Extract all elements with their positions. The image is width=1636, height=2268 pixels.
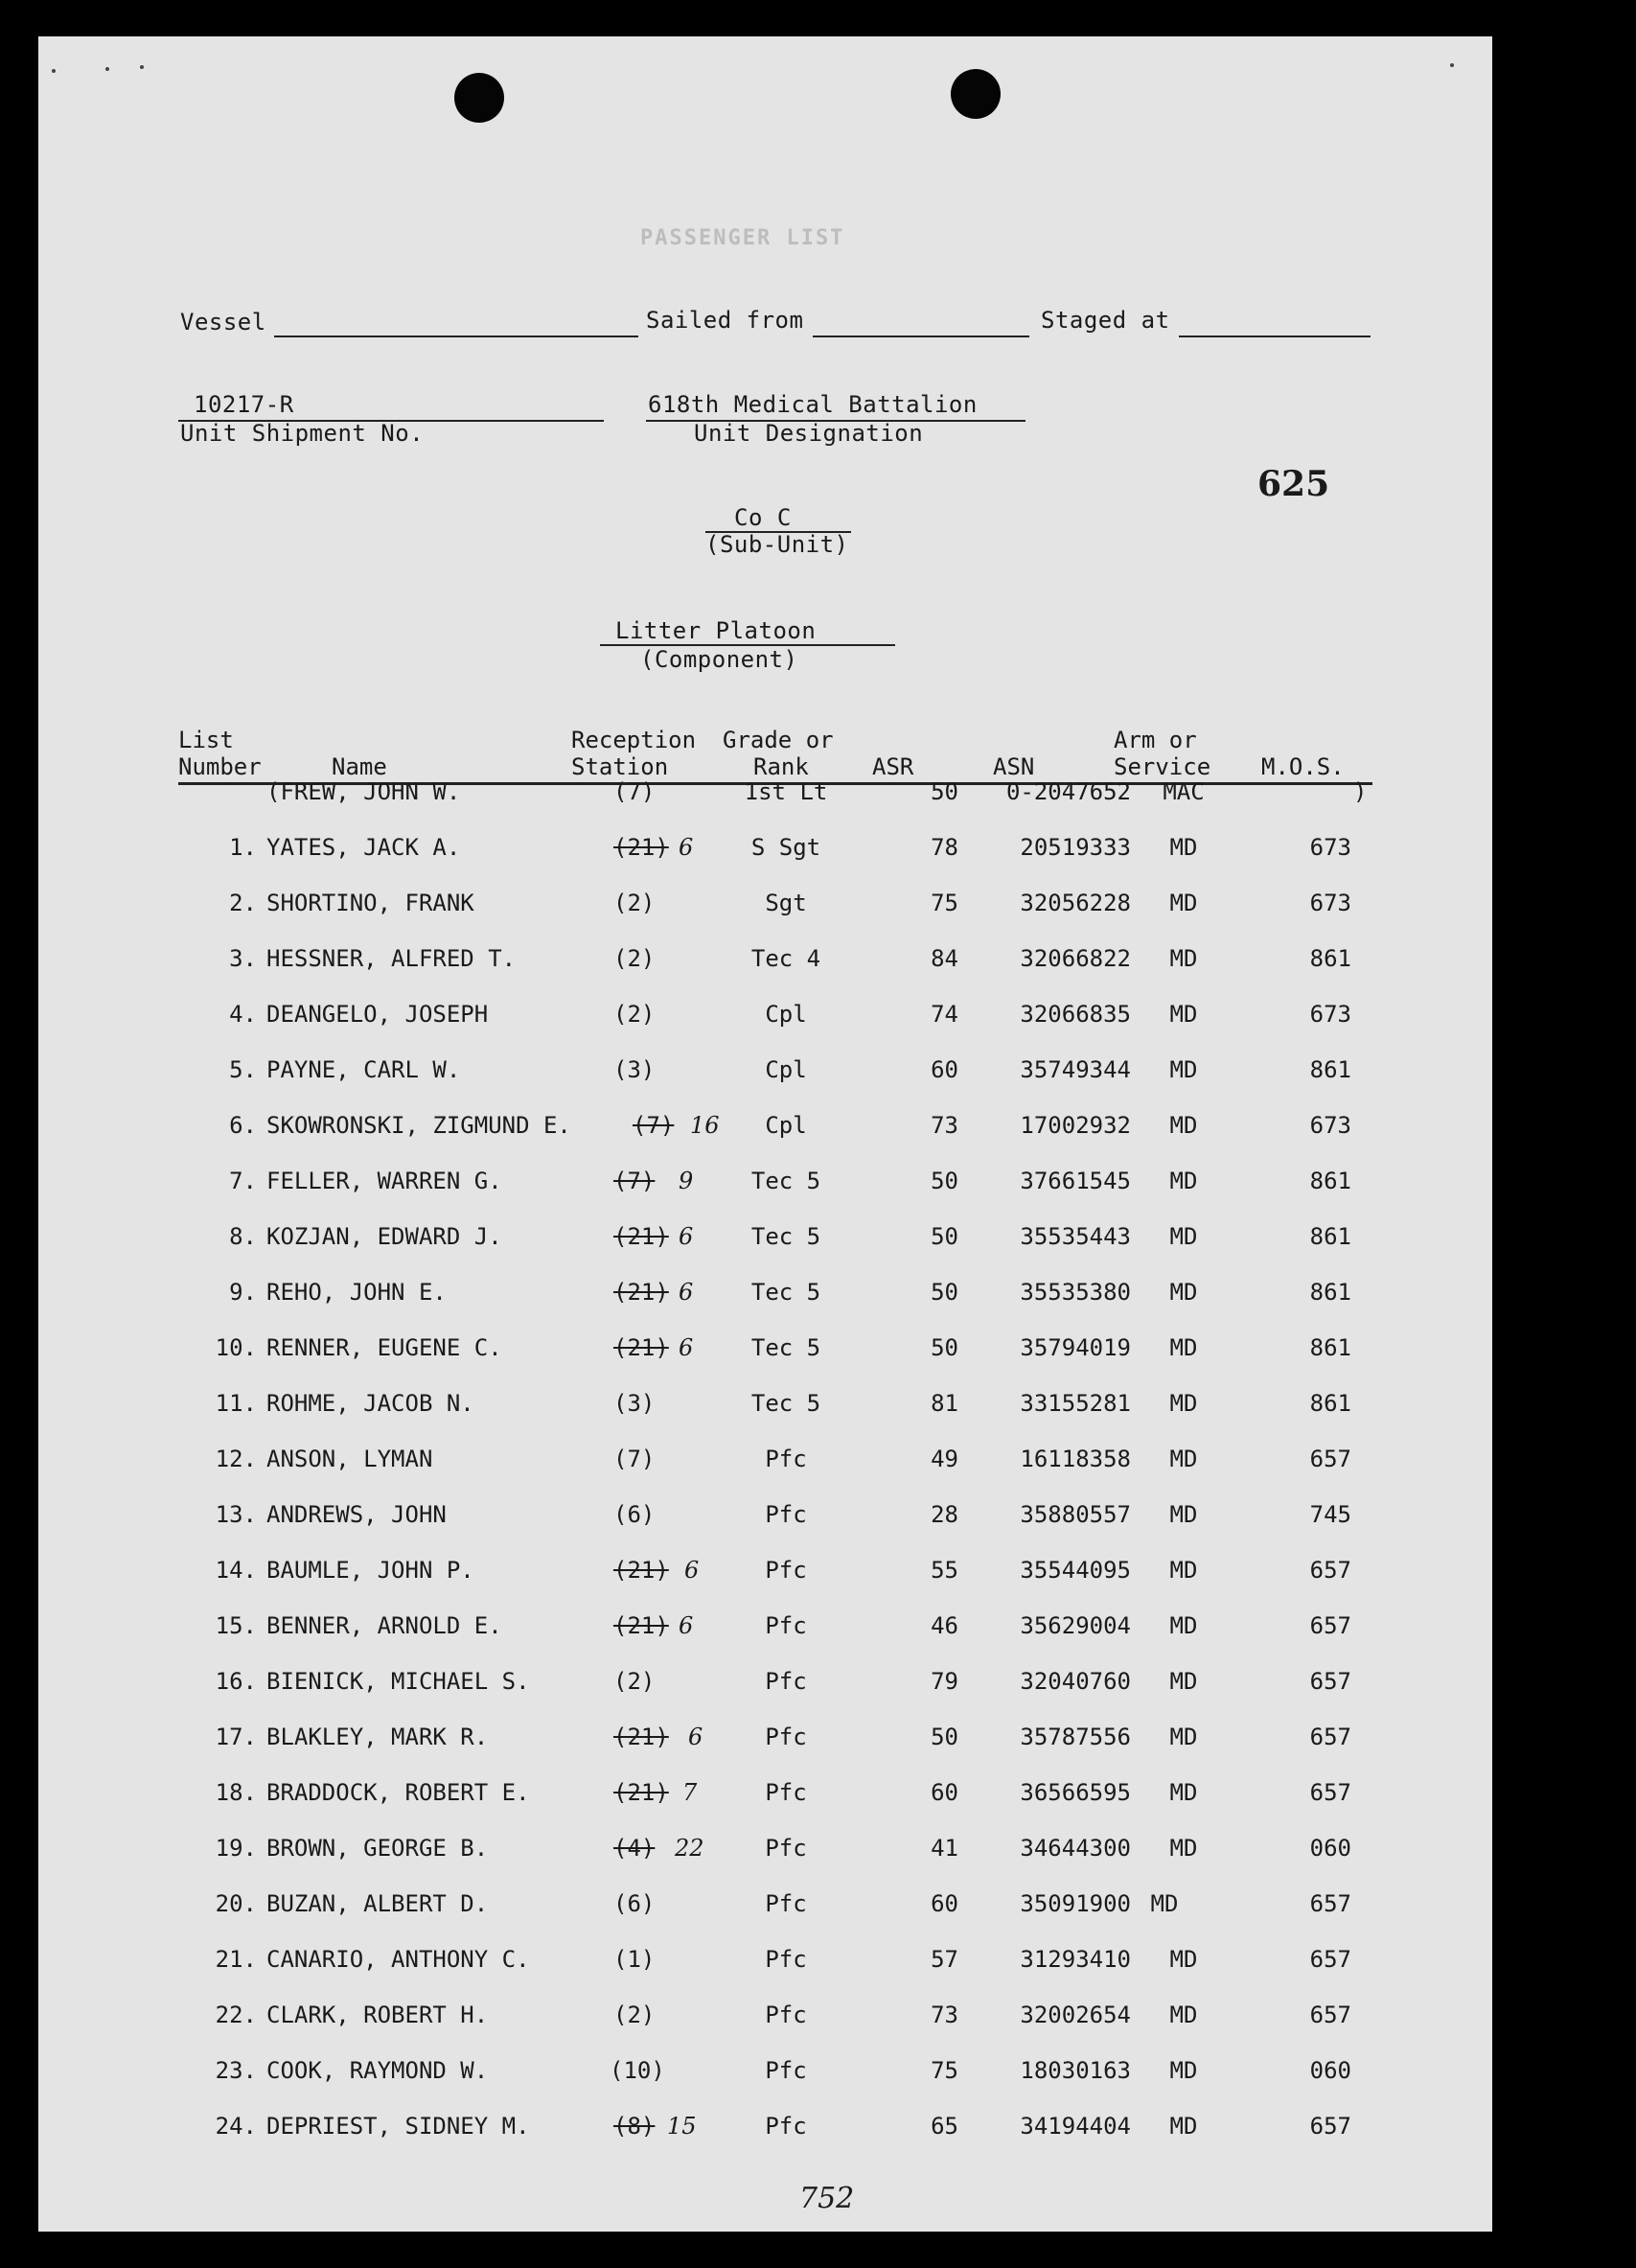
- mos: 673: [1309, 1001, 1351, 1028]
- unit-shipment-label: Unit Shipment No.: [180, 420, 425, 447]
- staged-at-label: Staged at: [1041, 307, 1170, 334]
- asr: 50: [931, 778, 958, 805]
- asr: 55: [931, 1557, 958, 1584]
- person-name: COOK, RAYMOND W.: [266, 2057, 489, 2084]
- table-row: [38, 1940, 1492, 1979]
- person-name: BROWN, GEORGE B.: [266, 1835, 489, 1862]
- col-arm-2: Service: [1114, 753, 1211, 780]
- asr: 57: [931, 1946, 958, 1973]
- rank: Tec 4: [750, 945, 821, 972]
- asn: 35544095: [1020, 1557, 1131, 1584]
- list-number: 15.: [215, 1612, 257, 1639]
- reception-station: (21): [613, 1223, 669, 1250]
- col-asn: ASN: [993, 753, 1035, 780]
- table-row: [38, 1051, 1492, 1089]
- rank: Pfc: [765, 1779, 807, 1806]
- vessel-label: Vessel: [180, 309, 266, 336]
- table-row: [38, 884, 1492, 922]
- reception-station: (1): [613, 1946, 656, 1973]
- reception-station: (21): [613, 1724, 669, 1750]
- arm-service: MD: [1169, 1779, 1198, 1806]
- reception-station: (10): [610, 2057, 665, 2084]
- handwritten-station: 6: [679, 1223, 694, 1250]
- asn: 35880557: [1020, 1501, 1131, 1528]
- rank: Pfc: [765, 1946, 807, 1973]
- col-name: Name: [332, 753, 387, 780]
- table-row: [38, 1718, 1492, 1756]
- speck: [1450, 63, 1454, 67]
- reception-station: (7): [613, 778, 656, 805]
- mos: 745: [1309, 1501, 1351, 1528]
- table-row: [38, 1106, 1492, 1145]
- asr: 75: [931, 890, 958, 916]
- col-list-number-2: Number: [178, 753, 262, 780]
- reception-station: (7): [613, 1168, 656, 1194]
- table-row: [38, 773, 1492, 811]
- mos: 861: [1309, 1223, 1351, 1250]
- rank: Pfc: [765, 1890, 807, 1917]
- arm-service: MD: [1169, 1612, 1198, 1639]
- mos: 060: [1309, 1835, 1351, 1862]
- table-row: [38, 1329, 1492, 1367]
- reception-station: (4): [613, 1835, 656, 1862]
- reception-station: (7): [613, 1446, 656, 1472]
- asn: 35629004: [1020, 1612, 1131, 1639]
- mos: 060: [1309, 2057, 1351, 2084]
- list-number: 19.: [215, 1835, 257, 1862]
- person-name: ANDREWS, JOHN: [266, 1501, 447, 1528]
- col-reception-1: Reception: [571, 727, 697, 753]
- rank: Pfc: [765, 1501, 807, 1528]
- rank: 1st Lt: [744, 778, 828, 805]
- person-name: BLAKLEY, MARK R.: [266, 1724, 489, 1750]
- asr: 60: [931, 1056, 958, 1083]
- handwritten-station: 16: [690, 1112, 720, 1139]
- list-number: 5.: [229, 1056, 257, 1083]
- mos: 861: [1309, 1334, 1351, 1361]
- handwritten-station: 9: [679, 1168, 694, 1194]
- asr: 73: [931, 2002, 958, 2028]
- asn: 32066835: [1020, 1001, 1131, 1028]
- arm-service: MD: [1169, 890, 1198, 916]
- mos: 673: [1309, 834, 1351, 861]
- arm-service: MD: [1169, 2057, 1198, 2084]
- arm-service: MD: [1169, 1835, 1198, 1862]
- person-name: FELLER, WARREN G.: [266, 1168, 502, 1194]
- list-number: 23.: [215, 2057, 257, 2084]
- rank: Cpl: [765, 1001, 807, 1028]
- table-row: [38, 1607, 1492, 1645]
- arm-service: MD: [1169, 1390, 1198, 1417]
- asr: 50: [931, 1168, 958, 1194]
- table-row: [38, 1996, 1492, 2034]
- table-row: [38, 1551, 1492, 1589]
- list-number: 22.: [215, 2002, 257, 2028]
- arm-service: MD: [1169, 1446, 1198, 1472]
- person-name: ROHME, JACOB N.: [266, 1390, 474, 1417]
- mos: 657: [1309, 1612, 1351, 1639]
- handwritten-station: 22: [675, 1835, 704, 1862]
- arm-service: MD: [1169, 1946, 1198, 1973]
- rank: Sgt: [765, 890, 807, 916]
- asr: 78: [931, 834, 958, 861]
- asr: 84: [931, 945, 958, 972]
- list-number: 17.: [215, 1724, 257, 1750]
- table-row: [38, 1662, 1492, 1701]
- arm-service: MD: [1169, 1668, 1198, 1695]
- col-mos: M.O.S.: [1261, 753, 1345, 780]
- asr: 79: [931, 1668, 958, 1695]
- reception-station: (3): [613, 1390, 656, 1417]
- asn: 34194404: [1020, 2113, 1131, 2140]
- rank: Pfc: [765, 1668, 807, 1695]
- col-list-number-1: List: [178, 727, 234, 753]
- asn: 32002654: [1020, 2002, 1131, 2028]
- table-row: [38, 1217, 1492, 1256]
- table-row: [38, 1273, 1492, 1311]
- person-name: BIENICK, MICHAEL S.: [266, 1668, 530, 1695]
- asr: 74: [931, 1001, 958, 1028]
- asr: 46: [931, 1612, 958, 1639]
- col-arm-1: Arm or: [1114, 727, 1197, 753]
- asn: 35749344: [1020, 1056, 1131, 1083]
- mos: 861: [1309, 1390, 1351, 1417]
- table-row: [38, 2107, 1492, 2145]
- asr: 28: [931, 1501, 958, 1528]
- rank: Pfc: [765, 1446, 807, 1472]
- person-name: PAYNE, CARL W.: [266, 1056, 461, 1083]
- col-grade-2: Rank: [753, 753, 809, 780]
- list-number: 2.: [229, 890, 257, 916]
- list-number: 11.: [215, 1390, 257, 1417]
- list-number: 12.: [215, 1446, 257, 1472]
- asr: 50: [931, 1724, 958, 1750]
- speck: [52, 69, 56, 73]
- asr: 75: [931, 2057, 958, 2084]
- asn: 20519333: [1020, 834, 1131, 861]
- list-number: 8.: [229, 1223, 257, 1250]
- reception-station: (2): [613, 890, 656, 916]
- mos: 657: [1309, 1724, 1351, 1750]
- table-row: [38, 995, 1492, 1033]
- col-grade-1: Grade or: [723, 727, 834, 753]
- table-row: [38, 1885, 1492, 1923]
- asn: 32066822: [1020, 945, 1131, 972]
- handwritten-page-number: 752: [799, 2182, 855, 2215]
- unit-designation-label: Unit Designation: [694, 420, 924, 447]
- arm-service: MD: [1169, 1112, 1198, 1139]
- mos: 657: [1309, 1446, 1351, 1472]
- person-name: (FREW, JOHN W.: [266, 778, 461, 805]
- asn: 35794019: [1020, 1334, 1131, 1361]
- staged-at-underline: [1179, 336, 1371, 337]
- closing-paren: ): [1353, 778, 1368, 805]
- list-number: 6.: [229, 1112, 257, 1139]
- person-name: BUZAN, ALBERT D.: [266, 1890, 489, 1917]
- rank: Tec 5: [750, 1334, 821, 1361]
- person-name: YATES, JACK A.: [266, 834, 461, 861]
- mos: 657: [1309, 1557, 1351, 1584]
- asn: 35535443: [1020, 1223, 1131, 1250]
- component-label: (Component): [640, 646, 798, 673]
- person-name: BAUMLE, JOHN P.: [266, 1557, 474, 1584]
- punch-hole-left: [454, 73, 504, 123]
- rank: Pfc: [765, 2057, 807, 2084]
- sub-unit-value: Co C: [734, 504, 792, 531]
- person-name: BENNER, ARNOLD E.: [266, 1612, 502, 1639]
- mos: 657: [1309, 2002, 1351, 2028]
- person-name: HESSNER, ALFRED T.: [266, 945, 517, 972]
- list-number: 16.: [215, 1668, 257, 1695]
- table-row: [38, 1162, 1492, 1200]
- unit-shipment-value: 10217-R: [194, 391, 294, 418]
- list-number: 4.: [229, 1001, 257, 1028]
- person-name: DEANGELO, JOSEPH: [266, 1001, 489, 1028]
- person-name: BRADDOCK, ROBERT E.: [266, 1779, 530, 1806]
- reception-station: (21): [613, 1557, 669, 1584]
- list-number: 7.: [229, 1168, 257, 1194]
- arm-service: MD: [1169, 1279, 1198, 1306]
- reception-station: (2): [613, 1668, 656, 1695]
- mos: 657: [1309, 1668, 1351, 1695]
- reception-station: (7): [633, 1112, 675, 1139]
- form-title: PASSENGER LIST: [640, 226, 845, 250]
- person-name: KOZJAN, EDWARD J.: [266, 1223, 502, 1250]
- person-name: SKOWRONSKI, ZIGMUND E.: [266, 1112, 571, 1139]
- sailed-from-underline: [813, 336, 1029, 337]
- asn: 32040760: [1020, 1668, 1131, 1695]
- arm-service: MAC: [1163, 778, 1205, 805]
- arm-service: MD: [1169, 2002, 1198, 2028]
- mos: 673: [1309, 890, 1351, 916]
- table-row: [38, 828, 1492, 867]
- asr: 50: [931, 1223, 958, 1250]
- reception-station: (2): [613, 2002, 656, 2028]
- rank: Cpl: [765, 1112, 807, 1139]
- mos: 657: [1309, 2113, 1351, 2140]
- rank: Tec 5: [750, 1390, 821, 1417]
- handwritten-station: 15: [667, 2113, 697, 2140]
- asn: 35535380: [1020, 1279, 1131, 1306]
- asn: 18030163: [1020, 2057, 1131, 2084]
- asn: 0-2047652: [1005, 778, 1131, 805]
- handwritten-station: 6: [679, 1279, 694, 1306]
- rank: Pfc: [765, 1612, 807, 1639]
- asr: 65: [931, 2113, 958, 2140]
- unit-designation-value: 618th Medical Battalion: [648, 391, 978, 418]
- asr: 50: [931, 1334, 958, 1361]
- asn: 37661545: [1020, 1168, 1131, 1194]
- vessel-underline: [274, 336, 638, 337]
- stamp-number: 625: [1257, 464, 1330, 504]
- reception-station: (21): [613, 1279, 669, 1306]
- asn: 17002932: [1020, 1112, 1131, 1139]
- handwritten-station: 6: [688, 1724, 703, 1750]
- component-value: Litter Platoon: [615, 617, 817, 644]
- rank: Tec 5: [750, 1279, 821, 1306]
- asr: 60: [931, 1779, 958, 1806]
- asn: 31293410: [1020, 1946, 1131, 1973]
- mos: 673: [1309, 1112, 1351, 1139]
- asn: 35091900: [1020, 1890, 1131, 1917]
- asn: 16118358: [1020, 1446, 1131, 1472]
- handwritten-station: 6: [679, 1612, 694, 1639]
- arm-service: MD: [1169, 1001, 1198, 1028]
- person-name: RENNER, EUGENE C.: [266, 1334, 502, 1361]
- reception-station: (21): [613, 834, 669, 861]
- asn: 32056228: [1020, 890, 1131, 916]
- asr: 49: [931, 1446, 958, 1472]
- person-name: ANSON, LYMAN: [266, 1446, 433, 1472]
- list-number: 18.: [215, 1779, 257, 1806]
- list-number: 24.: [215, 2113, 257, 2140]
- mos: 861: [1309, 1056, 1351, 1083]
- punch-hole-right: [951, 69, 1001, 119]
- list-number: 14.: [215, 1557, 257, 1584]
- asn: 34644300: [1020, 1835, 1131, 1862]
- asn: 36566595: [1020, 1779, 1131, 1806]
- table-row: [38, 2051, 1492, 2090]
- list-number: 20.: [215, 1890, 257, 1917]
- person-name: DEPRIEST, SIDNEY M.: [266, 2113, 530, 2140]
- reception-station: (6): [613, 1501, 656, 1528]
- arm-service: MD: [1169, 1223, 1198, 1250]
- document-page: [38, 36, 1492, 2232]
- speck: [140, 65, 144, 69]
- arm-service: MD: [1169, 1724, 1198, 1750]
- arm-service: MD: [1169, 834, 1198, 861]
- handwritten-station: 6: [679, 834, 694, 861]
- arm-service: MD: [1169, 2113, 1198, 2140]
- arm-service: MD: [1169, 1557, 1198, 1584]
- list-number: 9.: [229, 1279, 257, 1306]
- rank: Cpl: [765, 1056, 807, 1083]
- arm-service: MD: [1169, 1501, 1198, 1528]
- asr: 73: [931, 1112, 958, 1139]
- table-row: [38, 1440, 1492, 1478]
- sailed-from-label: Sailed from: [646, 307, 804, 334]
- reception-station: (2): [613, 945, 656, 972]
- reception-station: (2): [613, 1001, 656, 1028]
- asr: 50: [931, 1279, 958, 1306]
- rank: Pfc: [765, 2002, 807, 2028]
- rank: Pfc: [765, 1835, 807, 1862]
- person-name: REHO, JOHN E.: [266, 1279, 447, 1306]
- person-name: CANARIO, ANTHONY C.: [266, 1946, 530, 1973]
- table-row: [38, 1495, 1492, 1534]
- arm-service: MD: [1150, 1890, 1179, 1917]
- asr: 60: [931, 1890, 958, 1917]
- rank: Pfc: [765, 1724, 807, 1750]
- person-name: SHORTINO, FRANK: [266, 890, 474, 916]
- rank: Pfc: [765, 1557, 807, 1584]
- person-name: CLARK, ROBERT H.: [266, 2002, 489, 2028]
- reception-station: (21): [613, 1334, 669, 1361]
- speck: [105, 67, 109, 71]
- table-row: [38, 1773, 1492, 1812]
- col-asr: ASR: [872, 753, 914, 780]
- rank: S Sgt: [750, 834, 821, 861]
- mos: 657: [1309, 1890, 1351, 1917]
- mos: 657: [1309, 1779, 1351, 1806]
- mos: 861: [1309, 945, 1351, 972]
- list-number: 1.: [229, 834, 257, 861]
- rank: Pfc: [765, 2113, 807, 2140]
- mos: 861: [1309, 1279, 1351, 1306]
- reception-station: (8): [613, 2113, 656, 2140]
- list-number: 3.: [229, 945, 257, 972]
- table-row: [38, 1384, 1492, 1423]
- reception-station: (21): [613, 1779, 669, 1806]
- handwritten-station: 6: [684, 1557, 700, 1584]
- reception-station: (6): [613, 1890, 656, 1917]
- sub-unit-label: (Sub-Unit): [705, 531, 849, 558]
- rank: Tec 5: [750, 1168, 821, 1194]
- arm-service: MD: [1169, 945, 1198, 972]
- col-reception-2: Station: [571, 753, 669, 780]
- list-number: 21.: [215, 1946, 257, 1973]
- arm-service: MD: [1169, 1056, 1198, 1083]
- reception-station: (3): [613, 1056, 656, 1083]
- table-row: [38, 1829, 1492, 1867]
- list-number: 10.: [215, 1334, 257, 1361]
- reception-station: (21): [613, 1612, 669, 1639]
- arm-service: MD: [1169, 1334, 1198, 1361]
- arm-service: MD: [1169, 1168, 1198, 1194]
- table-row: [38, 939, 1492, 978]
- asn: 33155281: [1020, 1390, 1131, 1417]
- handwritten-station: 7: [682, 1779, 698, 1806]
- mos: 657: [1309, 1946, 1351, 1973]
- mos: 861: [1309, 1168, 1351, 1194]
- asr: 41: [931, 1835, 958, 1862]
- asr: 81: [931, 1390, 958, 1417]
- list-number: 13.: [215, 1501, 257, 1528]
- asn: 35787556: [1020, 1724, 1131, 1750]
- rank: Tec 5: [750, 1223, 821, 1250]
- handwritten-station: 6: [679, 1334, 694, 1361]
